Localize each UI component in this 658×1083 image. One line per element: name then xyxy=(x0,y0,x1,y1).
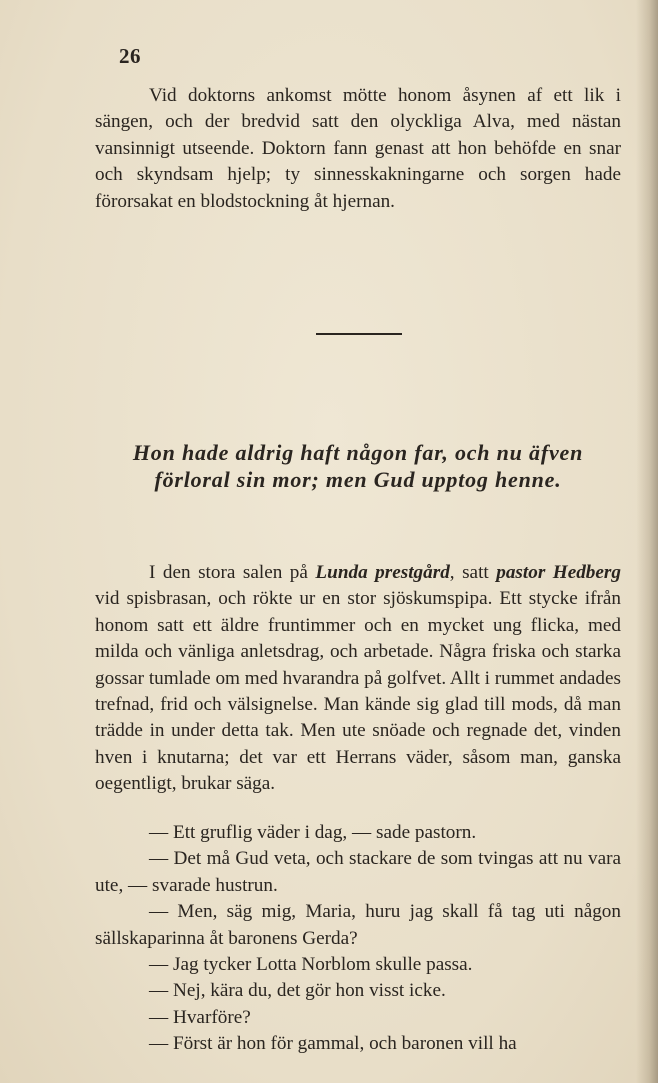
paragraph-lunda-parsonage xyxy=(95,560,621,798)
section-divider xyxy=(316,333,402,335)
dialogue-line xyxy=(95,1031,621,1057)
paragraph-text-part1: I den stora salen på xyxy=(149,562,316,583)
paragraph-text: Vid doktorns ankomst mötte honom åsynen af ett lik i sängen, och der bredvid satt den olyckliga Alva, med nästan vansinnigt utseende. Doktorn fann genast att hon behöfde en snar och skyndsam hjelp; ty sinnesskakningarne och sorgen hade förorsakat en blodstockning åt hjernan. xyxy=(95,85,621,212)
paragraph-doctor-arrival xyxy=(95,83,621,215)
dialogue-text: — Nej, kära du, det gör hon visst icke. xyxy=(149,980,446,1002)
dialogue-line xyxy=(95,820,621,846)
dialogue-line xyxy=(95,1005,621,1031)
dialogue-text: — Ett gruflig väder i dag, — sade pastorn. xyxy=(149,822,477,843)
dialogue-text: — Jag tycker Lotta Norblom skulle passa. xyxy=(149,954,473,976)
dialogue-text: — Det må Gud veta, och stackare de som tvingas att nu vara ute, — svarade hustrun. xyxy=(95,848,621,896)
section-heading: Hon hade aldrig haft någon far, och nu äfven förloral sin mor; men Gud upptog henne. xyxy=(132,440,584,492)
paragraph-text-part2: , satt xyxy=(449,562,497,583)
dialogue-line xyxy=(95,952,621,978)
dialogue-text: — Men, säg mig, Maria, huru jag skall få tag uti någon sällskaparinna åt baronens Gerda? xyxy=(95,901,621,949)
dialogue-text: — Först är hon för gammal, och baronen vill ha xyxy=(149,1033,517,1055)
dialogue-line xyxy=(95,846,621,899)
page-number: 26 xyxy=(119,44,141,68)
person-name: pastor Hedberg xyxy=(496,562,621,583)
dialogue-line xyxy=(95,899,621,952)
page-edge-shadow xyxy=(636,0,658,1083)
dialogue-text: — Hvarföre? xyxy=(149,1006,251,1028)
dialogue-block xyxy=(95,820,621,1058)
paragraph-text-part3: vid spisbrasan, och rökte ur en stor sjöskumspipa. Ett stycke ifrån honom satt ett äldre fruntimmer och en mycket ung flicka, med milda och vänliga anletsdrag, och arbetade. Några friska och starka gossar tumlade om med hvarandra på golfvet. Allt i rummet andades trefnad, frid och välsignelse. Man kände sig glad till mods, då man trädde in under detta tak. Men ute snöade och regnade det, vinden hven i knutarna; det var ett Herrans väder, såsom man, ganska oegentligt, brukar säga. xyxy=(95,588,621,795)
place-name: Lunda prestgård xyxy=(315,562,450,583)
dialogue-line xyxy=(95,978,621,1004)
